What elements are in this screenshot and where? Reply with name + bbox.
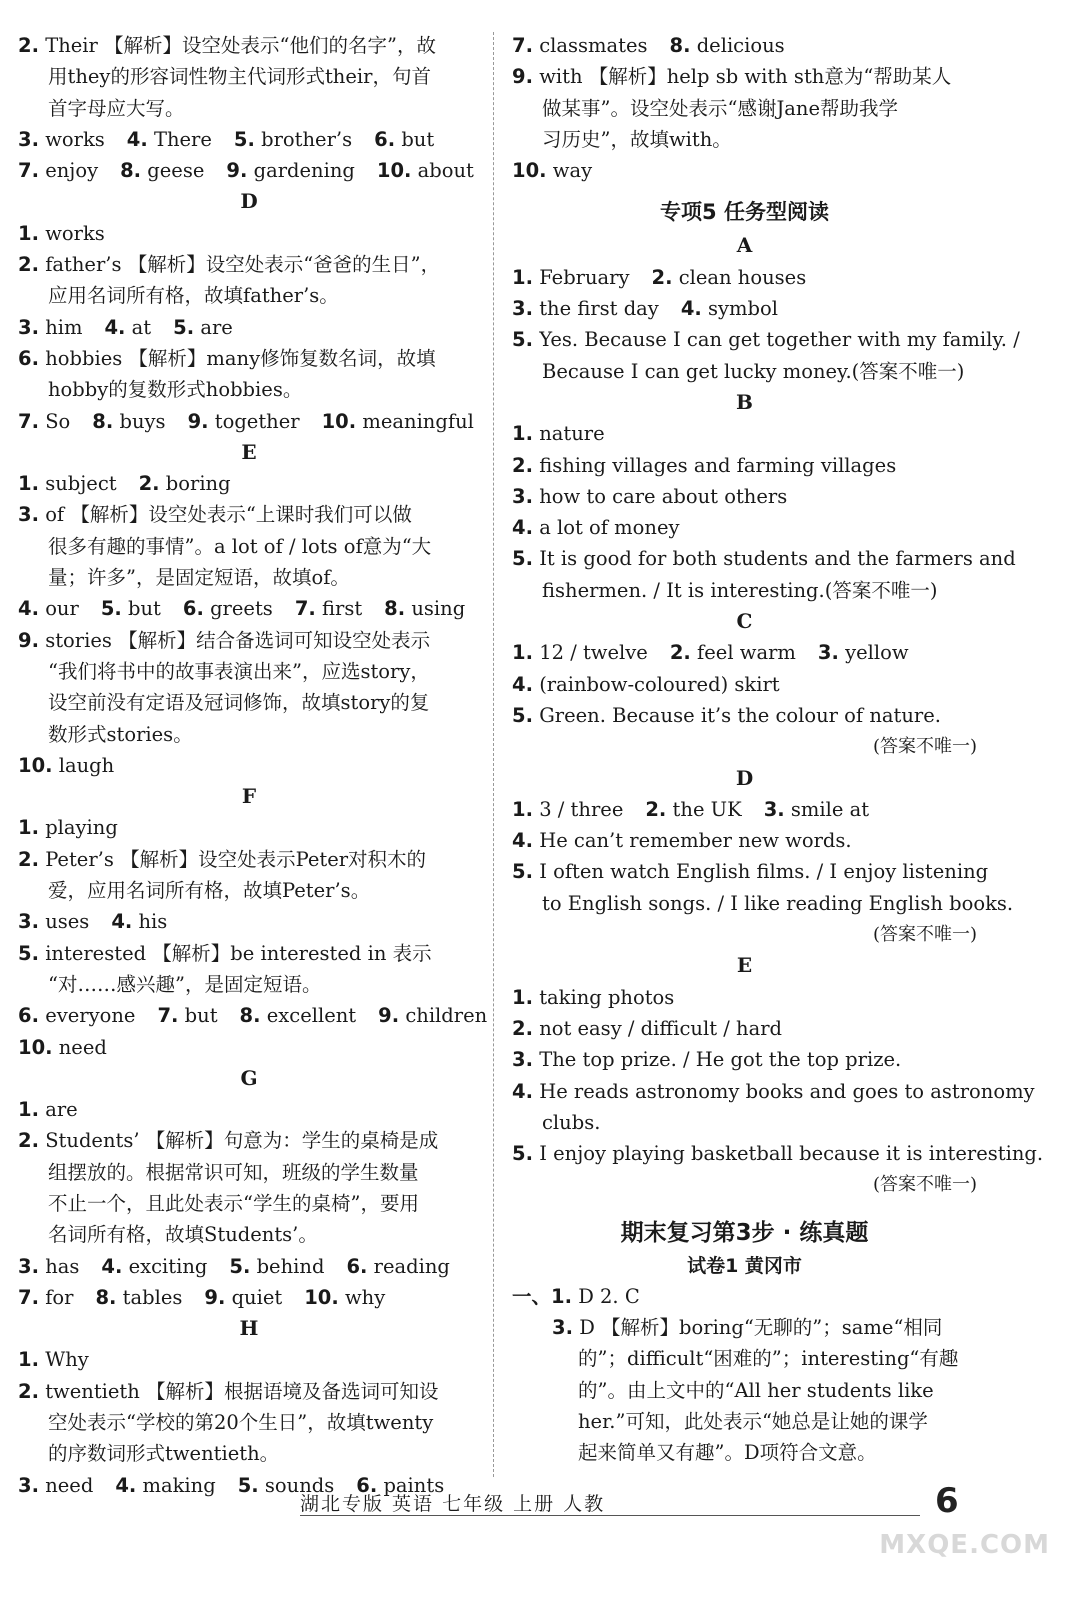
section-letter: A [736,233,753,258]
answer-text: hobbies 【解析】many修饰复数名词，故填 [45,346,436,370]
answer-number: 1. [512,985,533,1009]
answer-text: greets [210,597,273,621]
answer-text: playing [45,816,118,840]
answer-text: with 【解析】help sb with sth意为“帮助某人 [539,65,952,89]
answer-text: not easy / difficult / hard [539,1016,782,1040]
answer-row [512,293,977,324]
answer-number: 3. [817,641,839,665]
answer-text: stories 【解析】结合备选词可知设空处表示 [45,628,431,652]
answer-row [512,30,977,61]
answer-number: 4. [126,127,148,151]
answer-text: has [45,1254,80,1278]
answer-text: buys [119,409,166,433]
answer-number: 3. [18,1254,39,1278]
answer-number: 3. [18,127,39,151]
answer-text: Peter’s 【解析】设空处表示Peter对积木的 [45,847,427,871]
answer-row [512,262,977,293]
answer-number: 3. [512,484,533,508]
answer-text: He can’t remember new words. [539,829,852,853]
explanation-line: 的”。由上文中的“All her students like [578,1378,934,1402]
answer-text: subject [45,472,117,496]
answer-number: 8. [95,1285,117,1309]
answer-text: the first day [539,297,659,321]
answer-item [18,249,480,280]
footer-edition-text: 湖北专版 英语 七年级 上册 人教 [300,1493,606,1515]
answer-text: his [138,910,168,934]
answer-text: (rainbow-coloured) skirt [539,672,780,696]
answer-row [18,906,480,937]
answer-item [18,938,480,969]
answer-text: brother’s [261,127,353,151]
answer-row [18,1000,488,1031]
answer-item [512,418,977,449]
answer-number: 7. [18,409,39,433]
answer-number: 6. [374,127,396,151]
answer-text: about [417,159,474,183]
explanation-line: “我们将书中的故事表演出来”，应选story， [48,659,430,683]
answer-text: 3 / three [539,797,624,821]
answer-item [512,982,977,1013]
explanation-line: 的序数词形式twentieth。 [48,1442,280,1466]
answer-number: 3. [512,1048,533,1072]
explanation-line: 用they的形容词性物主代词形式their，句首 [48,65,431,89]
answer-text: The top prize. / He got the top prize. [539,1048,902,1072]
answer-number: 1. [18,1348,39,1372]
answer-number: 2. [138,472,160,496]
answer-item [512,825,977,856]
explanation-line: 做某事”。设空处表示“感谢Jane帮助我学 [542,96,898,120]
answer-number: 7. [512,34,533,57]
answer-text: yellow [845,641,909,665]
explanation-line: hobby的复数形式hobbies。 [48,378,303,402]
answer-text: Why [45,1348,89,1372]
answer-text: why [344,1285,386,1309]
answer-row [18,312,480,343]
explanation-line: 首字母应大写。 [48,96,185,120]
answer-row [18,593,480,624]
answer-number: 3. [512,297,533,321]
explanation-line: 空处表示“学校的第20个生日”，故填twenty [48,1411,434,1435]
answer-text: boring [165,472,231,496]
answer-number: 2. [18,1379,39,1403]
answer-number: 7. [18,1285,39,1309]
answer-number: 10. [304,1285,339,1309]
answer-number: 9. [18,628,39,652]
answer-number: 3. [18,503,39,527]
answer-item [512,856,989,887]
answer-number: 5. [173,315,195,339]
answer-number: 2. [512,1016,533,1040]
answer-text: symbol [708,297,778,321]
answer-number: 8. [120,159,142,183]
answer-number: 2. [18,1129,39,1153]
answer-text: the UK [672,797,742,821]
answer-text: but [401,127,435,151]
answer-item [512,324,1020,355]
answer-item [18,812,480,843]
answer-text: children [405,1004,488,1028]
answer-text: Students’ 【解析】句意为：学生的桌椅是成 [45,1129,439,1153]
answer-number: 5. [18,941,39,965]
answer-number: 8. [92,409,114,433]
explanation-line: 很多有趣的事情”。a lot of / lots of意为“大 [48,534,432,558]
answer-number: 10. [18,1035,53,1059]
answer-text: I often watch English films. / I enjoy listening [539,860,989,884]
explanation-line: 名词所有格，故填Students’。 [48,1223,318,1247]
answer-text: father’s 【解析】设空处表示“爸爸的生日”， [45,253,441,277]
answer-text: Green. Because it’s the colour of nature. [539,703,941,727]
answer-number: 4. [104,315,126,339]
answer-text: reading [373,1254,450,1278]
answer-text: twentieth 【解析】根据语境及备选词可知设 [45,1379,439,1403]
answer-number: 5. [229,1254,251,1278]
explanation-line: her.”可知，此处表示“她总是让她的课学 [578,1409,928,1433]
answer-number: 8. [669,34,691,57]
answer-number: 1. [18,816,39,840]
answer-row [18,155,480,186]
page-footer [0,1483,1068,1523]
answer-row [18,406,480,437]
section-title: 专项5 任务型阅读 [660,200,829,225]
answer-text: are [200,315,233,339]
answer-number: 7. [18,159,39,183]
answer-text: first [322,597,363,621]
answer-item [18,1094,480,1125]
explanation-line: 习历史”，故填with。 [542,127,732,151]
answer-number: 9. [512,65,533,89]
answer-number: 3. [18,315,39,339]
section-letter: B [736,389,753,414]
section-letter: H [239,1316,259,1341]
answer-text: at [131,315,152,339]
answer-number: 2. [18,34,39,57]
answer-text: delicious [696,34,785,57]
answer-item [18,844,480,875]
answer-item [512,61,977,92]
answer-number: 1. [512,641,533,665]
answer-number: 10. [18,753,53,777]
answer-item [18,1344,480,1375]
answer-text: our [45,597,79,621]
answer-text: excellent [266,1004,357,1028]
answer-item [512,543,1016,574]
answer-text: There [153,127,212,151]
answer-text: need [45,1473,94,1497]
answer-text: how to care about others [539,484,788,508]
answer-text: quiet [231,1285,283,1309]
answer-text: making [142,1473,216,1497]
answer-text: feel warm [697,641,796,665]
answer-text: everyone [45,1004,136,1028]
explanation-line: 不止一个，且此处表示“学生的桌椅”，要用 [48,1191,419,1215]
answer-row [18,1282,480,1313]
answer-item [512,1281,977,1312]
section-letter: D [735,765,754,790]
section-title: 期末复习第3步 · 练真题 [620,1219,869,1246]
answer-item [18,218,480,249]
section-letter: D [240,189,258,214]
answer-number: 10. [321,409,357,433]
answer-item [18,499,480,530]
answer-text: laugh [58,753,115,777]
answer-text: D 【解析】boring“无聊的”；same“相同 [579,1315,943,1339]
answer-number: 8. [239,1004,261,1028]
answer-text: but [184,1004,218,1028]
answer-row [512,794,977,825]
answer-text: for [45,1285,74,1309]
explanation-line: 设空前没有定语及冠词修饰，故填story的复 [48,691,430,715]
answer-text: So [45,409,71,433]
answer-number: 9. [378,1004,400,1028]
answer-number: 2. [18,847,39,871]
answer-item [512,155,977,186]
answer-number: 10. [376,159,412,183]
explanation-line: “对……感兴趣”，是固定短语。 [48,972,322,996]
answer-text: are [45,1098,78,1122]
answer-number: 一、1. [512,1284,572,1308]
section-letter: C [736,609,753,634]
answer-text: works [45,127,105,151]
answer-text: uses [45,910,90,934]
answer-number: 2. [669,641,691,665]
answer-note: (答案不唯一) [872,924,977,946]
answer-row [18,468,480,499]
answer-text: need [58,1035,107,1059]
answer-text: works [45,221,105,245]
answer-number: 2. [512,453,533,477]
answer-number: 4. [512,1079,533,1103]
answer-note: (答案不唯一) [872,1174,977,1196]
explanation-line: 应用名词所有格，故填father’s。 [48,284,339,308]
answer-row [512,637,977,668]
answer-number: 6. [182,597,204,621]
answer-number: 5. [100,597,122,621]
explanation-line: clubs. [542,1110,601,1134]
answer-text: using [411,597,466,621]
answer-text: He reads astronomy books and goes to astronomy [539,1079,1035,1103]
answer-number: 6. [356,1473,378,1497]
answer-text: exciting [128,1254,208,1278]
answer-number: 1. [18,221,39,245]
answer-item [512,1044,977,1075]
answer-item [18,625,480,656]
answer-number: 5. [512,328,533,352]
answer-text: a lot of money [539,516,680,540]
answer-number: 5. [512,703,533,727]
answer-text: behind [256,1254,325,1278]
answer-row [18,124,480,155]
answer-item [512,1013,977,1044]
answer-number: 2. [645,797,667,821]
answer-text: geese [147,159,205,183]
answer-item [18,1032,480,1063]
answer-number: 7. [294,597,316,621]
answer-text: 12 / twelve [539,641,648,665]
answer-number: 9. [226,159,248,183]
watermark: MXQE.COM [879,1530,1050,1560]
answer-number: 7. [157,1004,179,1028]
page-number: 6 [935,1481,959,1521]
answer-text: but [128,597,161,621]
answer-number: 6. [346,1254,368,1278]
answer-text: of 【解析】设空处表示“上课时我们可以做 [45,503,412,527]
explanation-line: fishermen. / It is interesting.(答案不唯一) [542,578,938,602]
answer-number: 1. [512,422,533,446]
answer-number: 1. [18,472,39,496]
answer-number: 4. [101,1254,123,1278]
answer-number: 1. [18,1098,39,1122]
answer-text: taking photos [539,985,675,1009]
answer-text: Yes. Because I can get together with my family. / [539,328,1020,352]
section-letter: G [240,1065,258,1090]
answer-text: way [552,159,593,183]
answer-number: 5. [237,1473,259,1497]
answer-number: 2. [18,253,39,277]
answer-text: I enjoy playing basketball because it is interesting. [539,1142,1044,1166]
answer-item [18,1376,480,1407]
answer-item [512,1076,1035,1107]
answer-number: 9. [204,1285,226,1309]
answer-text: Their 【解析】设空处表示“他们的名字”，故 [45,34,436,57]
explanation-line: 起来简单又有趣”。D项符合文意。 [578,1441,877,1465]
answer-number: 3. [552,1315,573,1339]
explanation-line: Because I can get lucky money.(答案不唯一) [542,359,965,383]
answer-number: 3. [18,1473,39,1497]
answer-text: interested 【解析】be interested in 表示 [45,941,432,965]
section-title: 试卷1 黄冈市 [687,1254,802,1277]
answer-item [512,1138,1044,1169]
section-letter: E [241,439,257,464]
answer-item [18,30,480,61]
answer-text: February [539,265,630,289]
answer-item [18,1125,480,1156]
answer-text: together [214,409,300,433]
answer-text: sounds [264,1473,335,1497]
answer-text: gardening [253,159,355,183]
explanation-line: 爱，应用名词所有格，故填Peter’s。 [48,879,371,903]
answer-number: 1. [512,797,533,821]
answer-text: fishing villages and farming villages [539,453,897,477]
answer-text: nature [539,422,605,446]
answer-item [512,700,977,731]
answer-text: D 2. C [578,1284,640,1308]
answer-item [512,481,977,512]
answer-row [18,1251,480,1282]
footer-rule [300,1515,920,1516]
explanation-line: to English songs. / I like reading English books. [542,891,1014,915]
answer-item [18,343,480,374]
answer-text: smile at [790,797,870,821]
explanation-line: 量；许多”，是固定短语，故填of。 [48,566,350,590]
answer-note: (答案不唯一) [872,736,977,758]
answer-text: clean houses [678,265,807,289]
answer-number: 5. [512,547,533,571]
answer-text: meaningful [362,409,474,433]
answer-item [18,750,480,781]
section-letter: F [241,784,257,809]
column-divider [493,32,494,1477]
section-letter: E [736,953,753,978]
answer-number: 8. [384,597,406,621]
left-column [18,30,488,1501]
answer-text: classmates [539,34,648,57]
answer-number: 5. [512,860,533,884]
answer-number: 6. [18,346,39,370]
answer-text: paints [383,1473,445,1497]
answer-number: 4. [680,297,702,321]
answer-number: 4. [512,829,533,853]
answer-text: him [45,315,83,339]
answer-number: 6. [18,1004,39,1028]
answer-text: enjoy [45,159,99,183]
explanation-line: 的”；difficult“困难的”；interesting“有趣 [578,1347,959,1371]
answer-item [512,512,977,543]
answer-number: 3. [18,910,39,934]
answer-number: 4. [512,672,533,696]
answer-number: 5. [512,1142,533,1166]
answer-number: 4. [18,597,39,621]
explanation-line: 数形式stories。 [48,722,193,746]
answer-number: 2. [651,265,673,289]
answer-number: 1. [512,265,533,289]
answer-number: 10. [512,159,547,183]
answer-number: 4. [512,516,533,540]
answer-item [512,669,977,700]
answer-number: 4. [115,1473,137,1497]
answer-number: 3. [763,797,785,821]
answer-text: tables [122,1285,183,1309]
answer-item [512,450,977,481]
answer-number: 4. [111,910,133,934]
answer-number: 5. [233,127,255,151]
answer-item [512,1312,977,1343]
answer-number: 9. [187,409,209,433]
right-column [512,30,1044,1468]
explanation-line: 组摆放的。根据常识可知，班级的学生数量 [48,1160,419,1184]
answer-text: It is good for both students and the farmers and [539,547,1016,571]
